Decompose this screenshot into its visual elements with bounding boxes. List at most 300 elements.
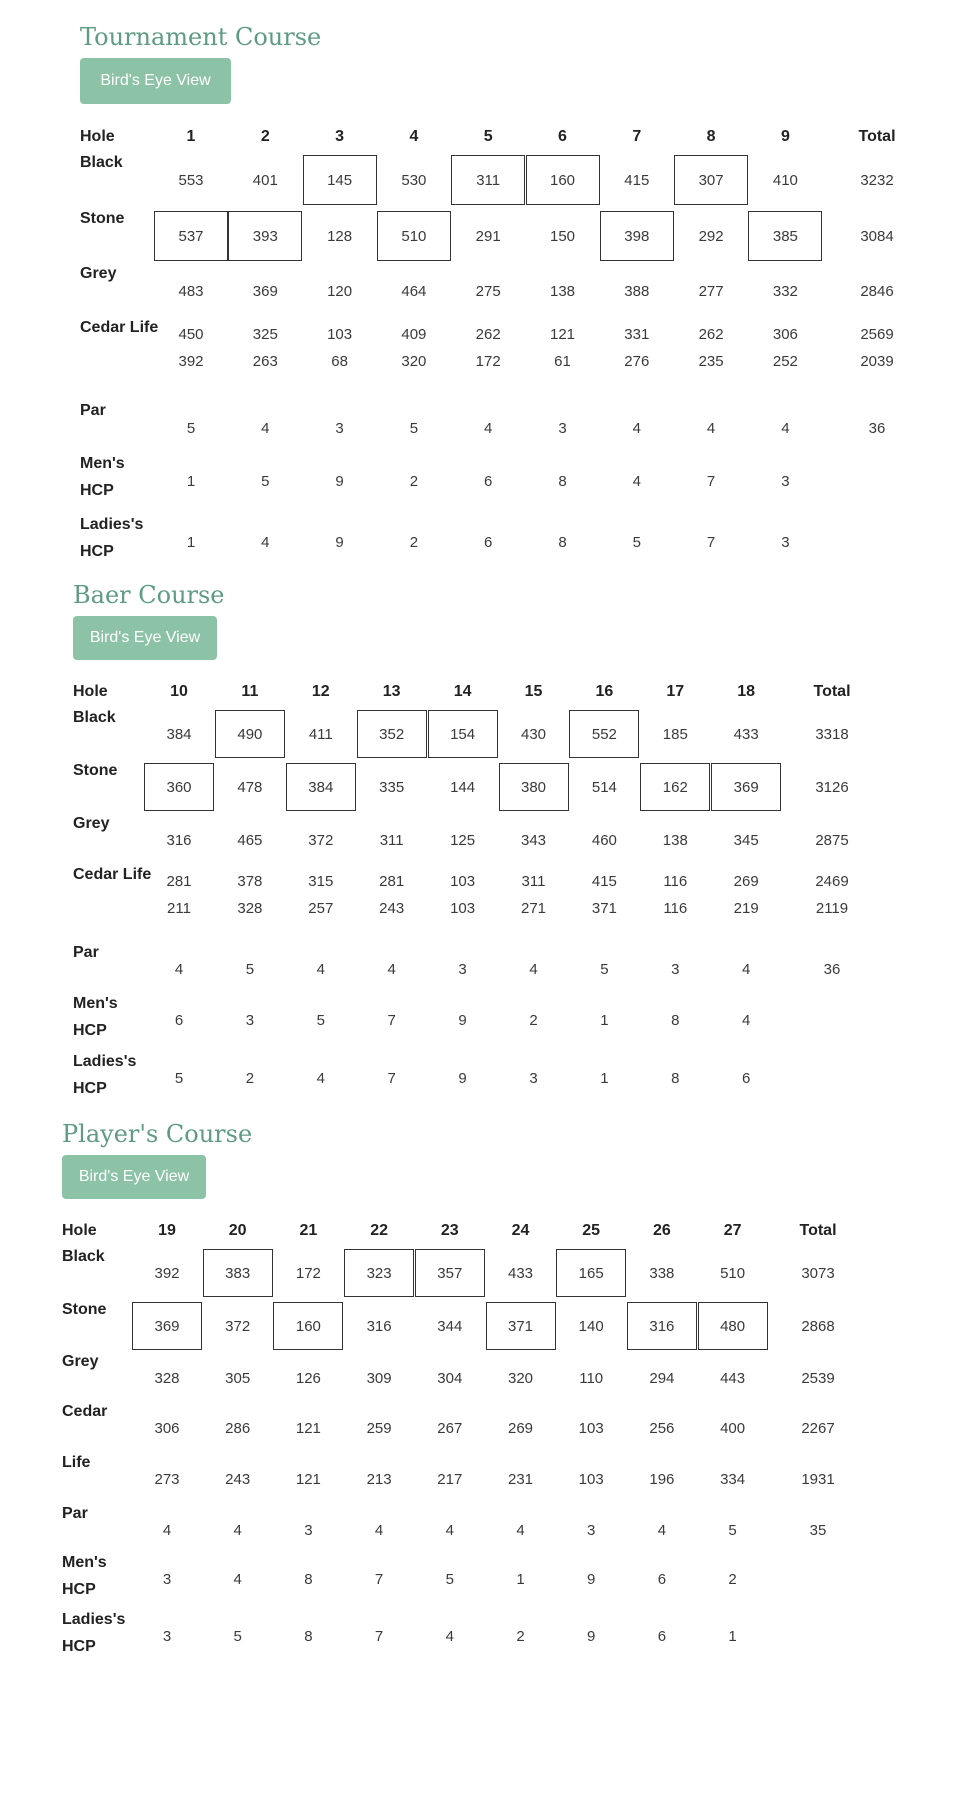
yardage-cell: 138 bbox=[549, 282, 576, 300]
yardage-cell: 267 bbox=[437, 1419, 463, 1437]
yardage-cell: 4 bbox=[316, 960, 325, 978]
total-cell: 2469 bbox=[815, 872, 849, 890]
yardage-cell: 4 bbox=[781, 419, 790, 437]
yardage-cell: 4 bbox=[445, 1521, 454, 1539]
yardage-cell: 116 bbox=[663, 872, 688, 890]
yardage-cell: 309 bbox=[366, 1369, 392, 1387]
yardage-cell: 120 bbox=[327, 282, 353, 300]
yardage-cell: 1 bbox=[728, 1627, 737, 1645]
yardage-cell: 2 bbox=[516, 1627, 525, 1645]
yardage-cell: 369 bbox=[132, 1302, 202, 1350]
hole-number: 13 bbox=[382, 683, 401, 700]
yardage-cell: 378 bbox=[237, 872, 263, 890]
yardage-cell: 8 bbox=[671, 1011, 680, 1029]
yardage-cell: 325 bbox=[252, 325, 278, 343]
yardage-cell: 103 bbox=[327, 325, 353, 343]
hole-number: 16 bbox=[595, 683, 614, 700]
yardage-cell: 345 bbox=[733, 831, 759, 849]
yardage-cell: 281 bbox=[166, 872, 192, 890]
total-cell: 2868 bbox=[801, 1317, 835, 1335]
yardage-cell: 103 bbox=[450, 872, 476, 890]
total-cell: 36 bbox=[868, 419, 886, 437]
yardage-cell: 1 bbox=[600, 1011, 609, 1029]
total-cell: 3126 bbox=[815, 778, 849, 796]
hole-number: 19 bbox=[158, 1222, 176, 1239]
hole-number: 3 bbox=[335, 128, 345, 145]
hole-number: 20 bbox=[228, 1222, 247, 1239]
yardage-cell: 398 bbox=[600, 211, 674, 261]
yardage-cell: 121 bbox=[295, 1470, 321, 1488]
yardage-cell: 306 bbox=[772, 325, 798, 343]
yardage-cell: 144 bbox=[450, 778, 476, 796]
hole-number: 25 bbox=[582, 1222, 601, 1239]
total-cell: 2539 bbox=[801, 1369, 835, 1387]
yardage-cell: 5 bbox=[632, 533, 641, 551]
row-label: Men's HCP bbox=[73, 995, 118, 1039]
total-cell bbox=[840, 517, 914, 567]
yardage-cell: 7 bbox=[387, 1011, 396, 1029]
total-cell: 3318 bbox=[815, 725, 849, 743]
yardage-cell: 160 bbox=[526, 155, 600, 205]
yardage-cell: 243 bbox=[379, 899, 405, 917]
hole-number: 24 bbox=[511, 1222, 530, 1239]
yardage-cell: 371 bbox=[591, 899, 617, 917]
hole-header: Hole bbox=[62, 1222, 97, 1239]
yardage-cell: 5 bbox=[245, 960, 255, 978]
total-cell bbox=[783, 1555, 853, 1603]
yardage-cell: 369 bbox=[252, 282, 278, 300]
yardage-cell: 320 bbox=[507, 1369, 534, 1387]
row-label: Stone bbox=[73, 762, 118, 779]
row-label: Grey bbox=[62, 1353, 99, 1370]
yardage-cell: 4 bbox=[261, 419, 270, 437]
yardage-cell: 304 bbox=[437, 1369, 463, 1387]
yardage-cell: 172 bbox=[295, 1264, 321, 1282]
yardage-cell: 4 bbox=[233, 1521, 242, 1539]
hole-number: 2 bbox=[260, 128, 270, 145]
yardage-cell: 5 bbox=[261, 472, 270, 490]
yardage-cell: 392 bbox=[178, 352, 204, 370]
row-label: Grey bbox=[73, 815, 110, 832]
yardage-cell: 4 bbox=[632, 472, 641, 490]
yardage-cell: 5 bbox=[174, 1069, 184, 1087]
yardage-cell: 2 bbox=[529, 1011, 538, 1029]
yardage-cell: 2 bbox=[409, 533, 419, 551]
yardage-cell: 450 bbox=[178, 325, 204, 343]
yardage-cell: 9 bbox=[335, 472, 344, 490]
yardage-cell: 128 bbox=[327, 227, 353, 245]
hole-number: 6 bbox=[558, 128, 567, 145]
yardage-cell: 5 bbox=[186, 419, 196, 437]
total-cell: 2039 bbox=[860, 352, 894, 370]
yardage-cell: 360 bbox=[144, 763, 214, 811]
total-cell: 3232 bbox=[860, 171, 894, 189]
birds-eye-view-button[interactable]: Bird's Eye View bbox=[62, 1155, 206, 1199]
hole-number: 26 bbox=[652, 1222, 671, 1239]
yardage-cell: 217 bbox=[437, 1470, 463, 1488]
yardage-cell: 269 bbox=[507, 1419, 534, 1437]
yardage-cell: 5 bbox=[233, 1627, 242, 1645]
yardage-cell: 2 bbox=[409, 472, 419, 490]
yardage-cell: 211 bbox=[167, 899, 191, 917]
yardage-cell: 1 bbox=[516, 1570, 525, 1588]
yardage-cell: 3 bbox=[335, 419, 344, 437]
yardage-cell: 371 bbox=[486, 1302, 556, 1350]
yardage-cell: 263 bbox=[252, 352, 278, 370]
row-label: Cedar Life bbox=[73, 866, 152, 883]
yardage-cell: 262 bbox=[698, 325, 724, 343]
yardage-cell: 335 bbox=[379, 778, 405, 796]
yardage-cell: 334 bbox=[720, 1470, 746, 1488]
hole-number: 22 bbox=[370, 1222, 388, 1239]
yardage-cell: 231 bbox=[507, 1470, 534, 1488]
yardage-cell: 4 bbox=[742, 1011, 751, 1029]
yardage-cell: 121 bbox=[295, 1419, 321, 1437]
yardage-cell: 61 bbox=[554, 352, 571, 370]
yardage-cell: 393 bbox=[228, 211, 302, 261]
yardage-cell: 352 bbox=[357, 710, 427, 758]
yardage-cell: 291 bbox=[475, 227, 501, 245]
yardage-cell: 8 bbox=[558, 533, 567, 551]
yardage-cell: 68 bbox=[331, 352, 348, 370]
hole-number: 1 bbox=[186, 128, 196, 145]
yardage-cell: 3 bbox=[587, 1521, 596, 1539]
yardage-cell: 103 bbox=[578, 1419, 604, 1437]
yardage-cell: 5 bbox=[600, 960, 609, 978]
row-label: Par bbox=[73, 944, 99, 961]
yardage-cell: 443 bbox=[720, 1369, 746, 1387]
yardage-cell: 259 bbox=[366, 1419, 392, 1437]
hole-number: 11 bbox=[241, 683, 259, 700]
yardage-cell: 4 bbox=[374, 1521, 384, 1539]
total-cell: 3073 bbox=[801, 1264, 835, 1282]
yardage-cell: 430 bbox=[520, 725, 547, 743]
yardage-cell: 150 bbox=[549, 227, 576, 245]
row-label: Par bbox=[80, 402, 106, 419]
yardage-cell: 7 bbox=[387, 1069, 396, 1087]
yardage-cell: 490 bbox=[215, 710, 285, 758]
yardage-cell: 257 bbox=[308, 899, 334, 917]
yardage-cell: 273 bbox=[154, 1470, 180, 1488]
hole-number: 10 bbox=[170, 683, 188, 700]
yardage-cell: 328 bbox=[154, 1369, 180, 1387]
yardage-cell: 401 bbox=[252, 171, 278, 189]
course-title: Baer Course bbox=[73, 581, 225, 609]
yardage-cell: 3 bbox=[529, 1069, 538, 1087]
yardage-cell: 6 bbox=[484, 472, 493, 490]
yardage-cell: 380 bbox=[499, 763, 569, 811]
yardage-cell: 1 bbox=[186, 533, 196, 551]
yardage-cell: 138 bbox=[662, 831, 688, 849]
course-title: Player's Course bbox=[62, 1120, 253, 1148]
yardage-cell: 388 bbox=[624, 282, 650, 300]
yardage-cell: 9 bbox=[458, 1069, 467, 1087]
row-label: Black bbox=[62, 1248, 105, 1265]
yardage-cell: 243 bbox=[225, 1470, 251, 1488]
yardage-cell: 6 bbox=[657, 1570, 667, 1588]
yardage-cell: 460 bbox=[591, 831, 617, 849]
yardage-cell: 372 bbox=[225, 1317, 251, 1335]
yardage-cell: 316 bbox=[166, 831, 192, 849]
yardage-cell: 126 bbox=[295, 1369, 321, 1387]
yardage-cell: 311 bbox=[521, 872, 546, 890]
yardage-cell: 372 bbox=[308, 831, 334, 849]
yardage-cell: 383 bbox=[203, 1249, 273, 1297]
yardage-cell: 140 bbox=[578, 1317, 604, 1335]
yardage-cell: 6 bbox=[742, 1069, 751, 1087]
row-label: Men's HCP bbox=[80, 455, 125, 499]
total-cell bbox=[797, 996, 867, 1044]
row-label: Black bbox=[80, 154, 123, 171]
yardage-cell: 1 bbox=[600, 1069, 609, 1087]
yardage-cell: 478 bbox=[237, 778, 263, 796]
yardage-cell: 415 bbox=[624, 171, 650, 189]
yardage-cell: 276 bbox=[624, 352, 650, 370]
yardage-cell: 3 bbox=[558, 419, 567, 437]
hole-header: Hole bbox=[73, 683, 108, 700]
yardage-cell: 510 bbox=[377, 211, 451, 261]
total-cell: 1931 bbox=[801, 1470, 835, 1488]
yardage-cell: 483 bbox=[178, 282, 204, 300]
hole-header: Hole bbox=[80, 128, 115, 145]
yardage-cell: 328 bbox=[237, 899, 263, 917]
yardage-cell: 344 bbox=[437, 1317, 463, 1335]
yardage-cell: 384 bbox=[166, 725, 192, 743]
yardage-cell: 3 bbox=[162, 1570, 172, 1588]
yardage-cell: 7 bbox=[374, 1570, 384, 1588]
yardage-cell: 7 bbox=[706, 533, 716, 551]
yardage-cell: 8 bbox=[304, 1627, 313, 1645]
birds-eye-view-button[interactable]: Bird's Eye View bbox=[80, 58, 231, 104]
hole-number: 18 bbox=[737, 683, 756, 700]
yardage-cell: 9 bbox=[335, 533, 344, 551]
row-label: Stone bbox=[62, 1301, 107, 1318]
yardage-cell: 6 bbox=[174, 1011, 184, 1029]
hole-number: 9 bbox=[780, 128, 790, 145]
yardage-cell: 8 bbox=[558, 472, 567, 490]
yardage-cell: 7 bbox=[706, 472, 716, 490]
yardage-cell: 103 bbox=[450, 899, 476, 917]
yardage-cell: 311 bbox=[451, 155, 525, 205]
yardage-cell: 196 bbox=[649, 1470, 675, 1488]
yardage-cell: 343 bbox=[520, 831, 547, 849]
row-label: Cedar Life bbox=[80, 319, 159, 336]
yardage-cell: 4 bbox=[529, 960, 538, 978]
yardage-cell: 262 bbox=[475, 325, 501, 343]
yardage-cell: 116 bbox=[663, 899, 688, 917]
yardage-cell: 121 bbox=[549, 325, 576, 343]
yardage-cell: 4 bbox=[516, 1521, 525, 1539]
yardage-cell: 3 bbox=[671, 960, 680, 978]
yardage-cell: 160 bbox=[273, 1302, 343, 1350]
yardage-cell: 4 bbox=[484, 419, 493, 437]
yardage-cell: 332 bbox=[772, 282, 798, 300]
yardage-cell: 252 bbox=[772, 352, 798, 370]
yardage-cell: 5 bbox=[728, 1521, 737, 1539]
yardage-cell: 9 bbox=[587, 1570, 596, 1588]
row-label: Grey bbox=[80, 265, 117, 282]
yardage-cell: 411 bbox=[308, 725, 333, 743]
yardage-cell: 510 bbox=[720, 1264, 746, 1282]
yardage-cell: 338 bbox=[649, 1264, 675, 1282]
yardage-cell: 537 bbox=[154, 211, 228, 261]
hole-number: 5 bbox=[483, 128, 493, 145]
yardage-cell: 4 bbox=[316, 1069, 325, 1087]
yardage-cell: 110 bbox=[579, 1369, 604, 1387]
yardage-cell: 269 bbox=[733, 872, 759, 890]
yardage-cell: 9 bbox=[458, 1011, 467, 1029]
yardage-cell: 219 bbox=[733, 899, 759, 917]
yardage-cell: 1 bbox=[186, 472, 196, 490]
total-cell: 36 bbox=[823, 960, 841, 978]
yardage-cell: 3 bbox=[781, 472, 790, 490]
yardage-cell: 4 bbox=[706, 419, 716, 437]
yardage-cell: 2 bbox=[728, 1570, 737, 1588]
birds-eye-view-button[interactable]: Bird's Eye View bbox=[73, 616, 217, 660]
total-cell: 2267 bbox=[801, 1419, 835, 1437]
yardage-cell: 3 bbox=[781, 533, 790, 551]
total-header: Total bbox=[799, 1222, 837, 1239]
yardage-cell: 316 bbox=[627, 1302, 697, 1350]
yardage-cell: 235 bbox=[698, 352, 724, 370]
yardage-cell: 400 bbox=[720, 1419, 746, 1437]
yardage-cell: 385 bbox=[748, 211, 822, 261]
yardage-cell: 9 bbox=[587, 1627, 596, 1645]
total-header: Total bbox=[813, 683, 851, 700]
total-cell: 2846 bbox=[860, 282, 894, 300]
hole-number: 8 bbox=[706, 128, 716, 145]
hole-number: 14 bbox=[453, 683, 472, 700]
yardage-cell: 307 bbox=[674, 155, 748, 205]
yardage-cell: 465 bbox=[237, 831, 263, 849]
total-cell: 3084 bbox=[860, 227, 894, 245]
yardage-cell: 311 bbox=[379, 831, 404, 849]
hole-number: 23 bbox=[440, 1222, 459, 1239]
total-cell: 2875 bbox=[815, 831, 849, 849]
yardage-cell: 331 bbox=[624, 325, 650, 343]
row-label: Black bbox=[73, 709, 116, 726]
yardage-cell: 213 bbox=[366, 1470, 392, 1488]
yardage-cell: 384 bbox=[286, 763, 356, 811]
total-cell: 35 bbox=[809, 1521, 827, 1539]
yardage-cell: 464 bbox=[401, 282, 427, 300]
yardage-cell: 8 bbox=[304, 1570, 313, 1588]
yardage-cell: 433 bbox=[733, 725, 759, 743]
yardage-cell: 4 bbox=[632, 419, 641, 437]
yardage-cell: 5 bbox=[316, 1011, 325, 1029]
yardage-cell: 6 bbox=[484, 533, 493, 551]
yardage-cell: 410 bbox=[772, 171, 798, 189]
yardage-cell: 4 bbox=[261, 533, 270, 551]
total-cell bbox=[797, 1054, 867, 1102]
yardage-cell: 145 bbox=[303, 155, 377, 205]
yardage-cell: 415 bbox=[591, 872, 617, 890]
yardage-cell: 125 bbox=[450, 831, 476, 849]
yardage-cell: 305 bbox=[225, 1369, 251, 1387]
yardage-cell: 3 bbox=[162, 1627, 172, 1645]
yardage-cell: 552 bbox=[569, 710, 639, 758]
yardage-cell: 4 bbox=[742, 960, 751, 978]
hole-number: 17 bbox=[666, 683, 685, 700]
yardage-cell: 4 bbox=[174, 960, 184, 978]
yardage-cell: 3 bbox=[245, 1011, 255, 1029]
yardage-cell: 103 bbox=[578, 1470, 604, 1488]
yardage-cell: 392 bbox=[154, 1264, 180, 1282]
hole-number: 27 bbox=[723, 1222, 742, 1239]
row-label: Ladies's HCP bbox=[73, 1053, 137, 1097]
yardage-cell: 433 bbox=[507, 1264, 534, 1282]
hole-number: 12 bbox=[311, 683, 330, 700]
hole-number: 15 bbox=[524, 683, 543, 700]
yardage-cell: 553 bbox=[178, 171, 204, 189]
yardage-cell: 8 bbox=[671, 1069, 680, 1087]
yardage-cell: 316 bbox=[366, 1317, 392, 1335]
yardage-cell: 306 bbox=[154, 1419, 180, 1437]
yardage-cell: 514 bbox=[591, 778, 617, 796]
hole-number: 21 bbox=[299, 1222, 318, 1239]
row-label: Stone bbox=[80, 210, 125, 227]
yardage-cell: 4 bbox=[233, 1570, 242, 1588]
hole-number: 4 bbox=[409, 128, 419, 145]
yardage-cell: 320 bbox=[401, 352, 427, 370]
yardage-cell: 4 bbox=[657, 1521, 667, 1539]
row-label: Cedar bbox=[62, 1403, 108, 1420]
yardage-cell: 277 bbox=[698, 282, 724, 300]
yardage-cell: 2 bbox=[245, 1069, 255, 1087]
yardage-cell: 480 bbox=[698, 1302, 768, 1350]
row-label: Ladies's HCP bbox=[80, 516, 144, 560]
row-label: Ladies's HCP bbox=[62, 1611, 126, 1655]
yardage-cell: 256 bbox=[649, 1419, 675, 1437]
yardage-cell: 4 bbox=[387, 960, 396, 978]
total-cell: 2119 bbox=[815, 899, 849, 917]
yardage-cell: 5 bbox=[409, 419, 419, 437]
yardage-cell: 286 bbox=[225, 1419, 251, 1437]
total-cell bbox=[783, 1612, 853, 1660]
yardage-cell: 4 bbox=[445, 1627, 454, 1645]
row-label: Men's HCP bbox=[62, 1554, 107, 1598]
yardage-cell: 294 bbox=[649, 1369, 675, 1387]
row-label: Life bbox=[62, 1454, 91, 1471]
yardage-cell: 323 bbox=[344, 1249, 414, 1297]
yardage-cell: 7 bbox=[374, 1627, 384, 1645]
course-title: Tournament Course bbox=[80, 23, 322, 51]
row-label: Par bbox=[62, 1505, 88, 1522]
yardage-cell: 165 bbox=[556, 1249, 626, 1297]
yardage-cell: 315 bbox=[308, 872, 334, 890]
yardage-cell: 409 bbox=[401, 325, 427, 343]
total-header: Total bbox=[858, 128, 896, 145]
yardage-cell: 271 bbox=[520, 899, 547, 917]
yardage-cell: 4 bbox=[162, 1521, 172, 1539]
yardage-cell: 6 bbox=[657, 1627, 667, 1645]
yardage-cell: 281 bbox=[379, 872, 405, 890]
total-cell: 2569 bbox=[860, 325, 894, 343]
yardage-cell: 185 bbox=[662, 725, 688, 743]
yardage-cell: 275 bbox=[475, 282, 501, 300]
yardage-cell: 5 bbox=[445, 1570, 454, 1588]
yardage-cell: 3 bbox=[458, 960, 467, 978]
yardage-cell: 172 bbox=[475, 352, 501, 370]
yardage-cell: 292 bbox=[698, 227, 724, 245]
total-cell bbox=[840, 456, 914, 506]
hole-number: 7 bbox=[632, 128, 642, 145]
yardage-cell: 154 bbox=[428, 710, 498, 758]
yardage-cell: 357 bbox=[415, 1249, 485, 1297]
yardage-cell: 3 bbox=[304, 1521, 313, 1539]
yardage-cell: 369 bbox=[711, 763, 781, 811]
yardage-cell: 530 bbox=[401, 171, 427, 189]
